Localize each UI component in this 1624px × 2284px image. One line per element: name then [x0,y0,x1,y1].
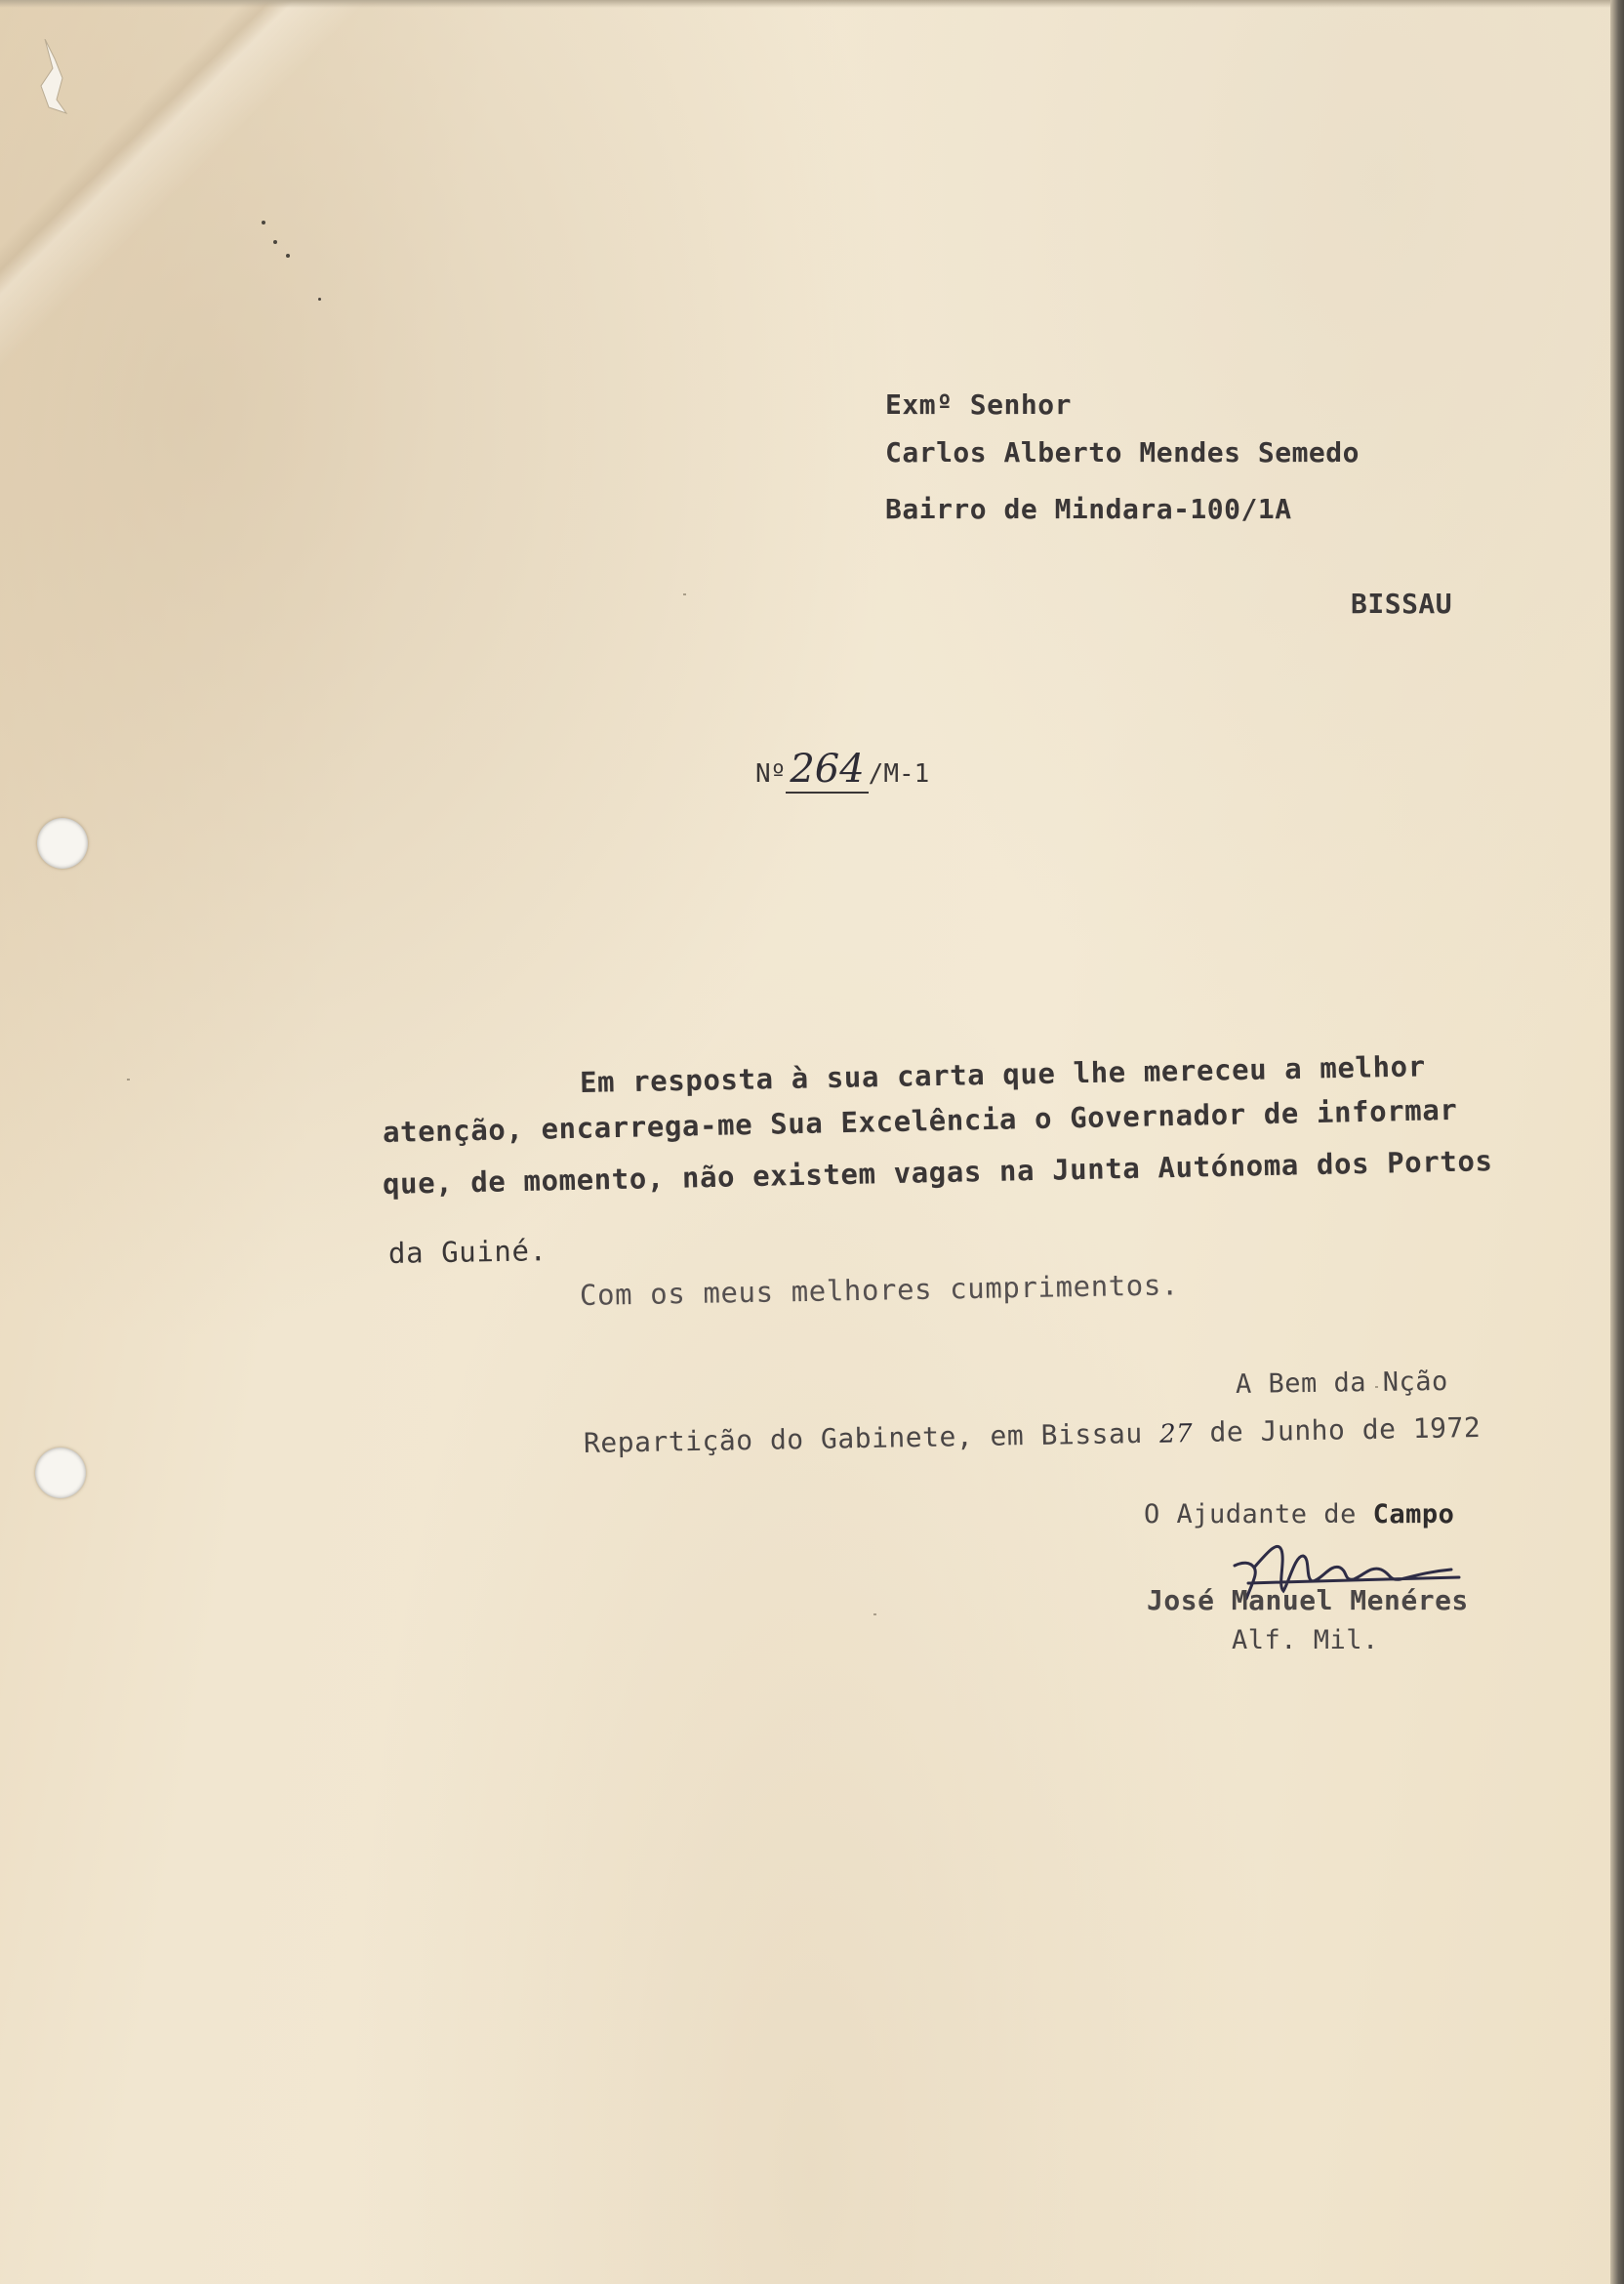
closing-formula: A Bem da Nção [1235,1366,1449,1400]
body-line-3: que, de momento, não existem vagas na Junta Autónoma dos Portos [382,1144,1493,1201]
signatory-name: José Manuel Menéres [1147,1584,1469,1616]
recipient-name: Carlos Alberto Mendes Semedo [885,436,1360,469]
reference-handwritten-number: 264 [786,747,868,794]
torn-paper-icon [27,39,86,117]
ink-speck [286,254,290,258]
handwritten-day: 27 [1158,1419,1194,1449]
signatory-rank: Alf. Mil. [1232,1625,1379,1655]
punch-hole-icon [35,1448,86,1498]
place-date-suffix: de Junho de 1972 [1209,1410,1482,1448]
body-line-1: Em resposta à sua carta que lhe mereceu a melhor [579,1049,1427,1099]
ink-speck [273,240,277,244]
signatory-role-prefix: O Ajudante de [1144,1499,1357,1529]
body-line-4: da Guiné. [387,1234,548,1270]
recipient-salutation: Exmº Senhor [885,388,1072,421]
body-line-2: atenção, encarrega-me Sua Excelência o Governador de informar [382,1092,1458,1149]
paper-speck [683,593,686,595]
reference-prefix: Nº [755,759,787,789]
scan-edge-right [1610,0,1624,2284]
paper-speck [127,1079,130,1081]
ink-speck [318,298,321,301]
recipient-city: BISSAU [1351,588,1453,620]
reference-number [755,747,929,792]
reference-suffix: /M-1 [868,759,930,789]
signatory-role-word: Campo [1372,1499,1455,1529]
place-date-line [584,1411,1482,1459]
punch-hole-icon [37,818,88,869]
recipient-address: Bairro de Mindara-100/1A [885,493,1292,525]
ink-speck [262,221,265,224]
place-date-prefix: Repartição do Gabinete, em Bissau [583,1417,1143,1459]
scan-edge-top [0,0,1624,8]
paper-speck [873,1613,876,1615]
body-regards: Com os meus melhores cumprimentos. [579,1268,1180,1312]
